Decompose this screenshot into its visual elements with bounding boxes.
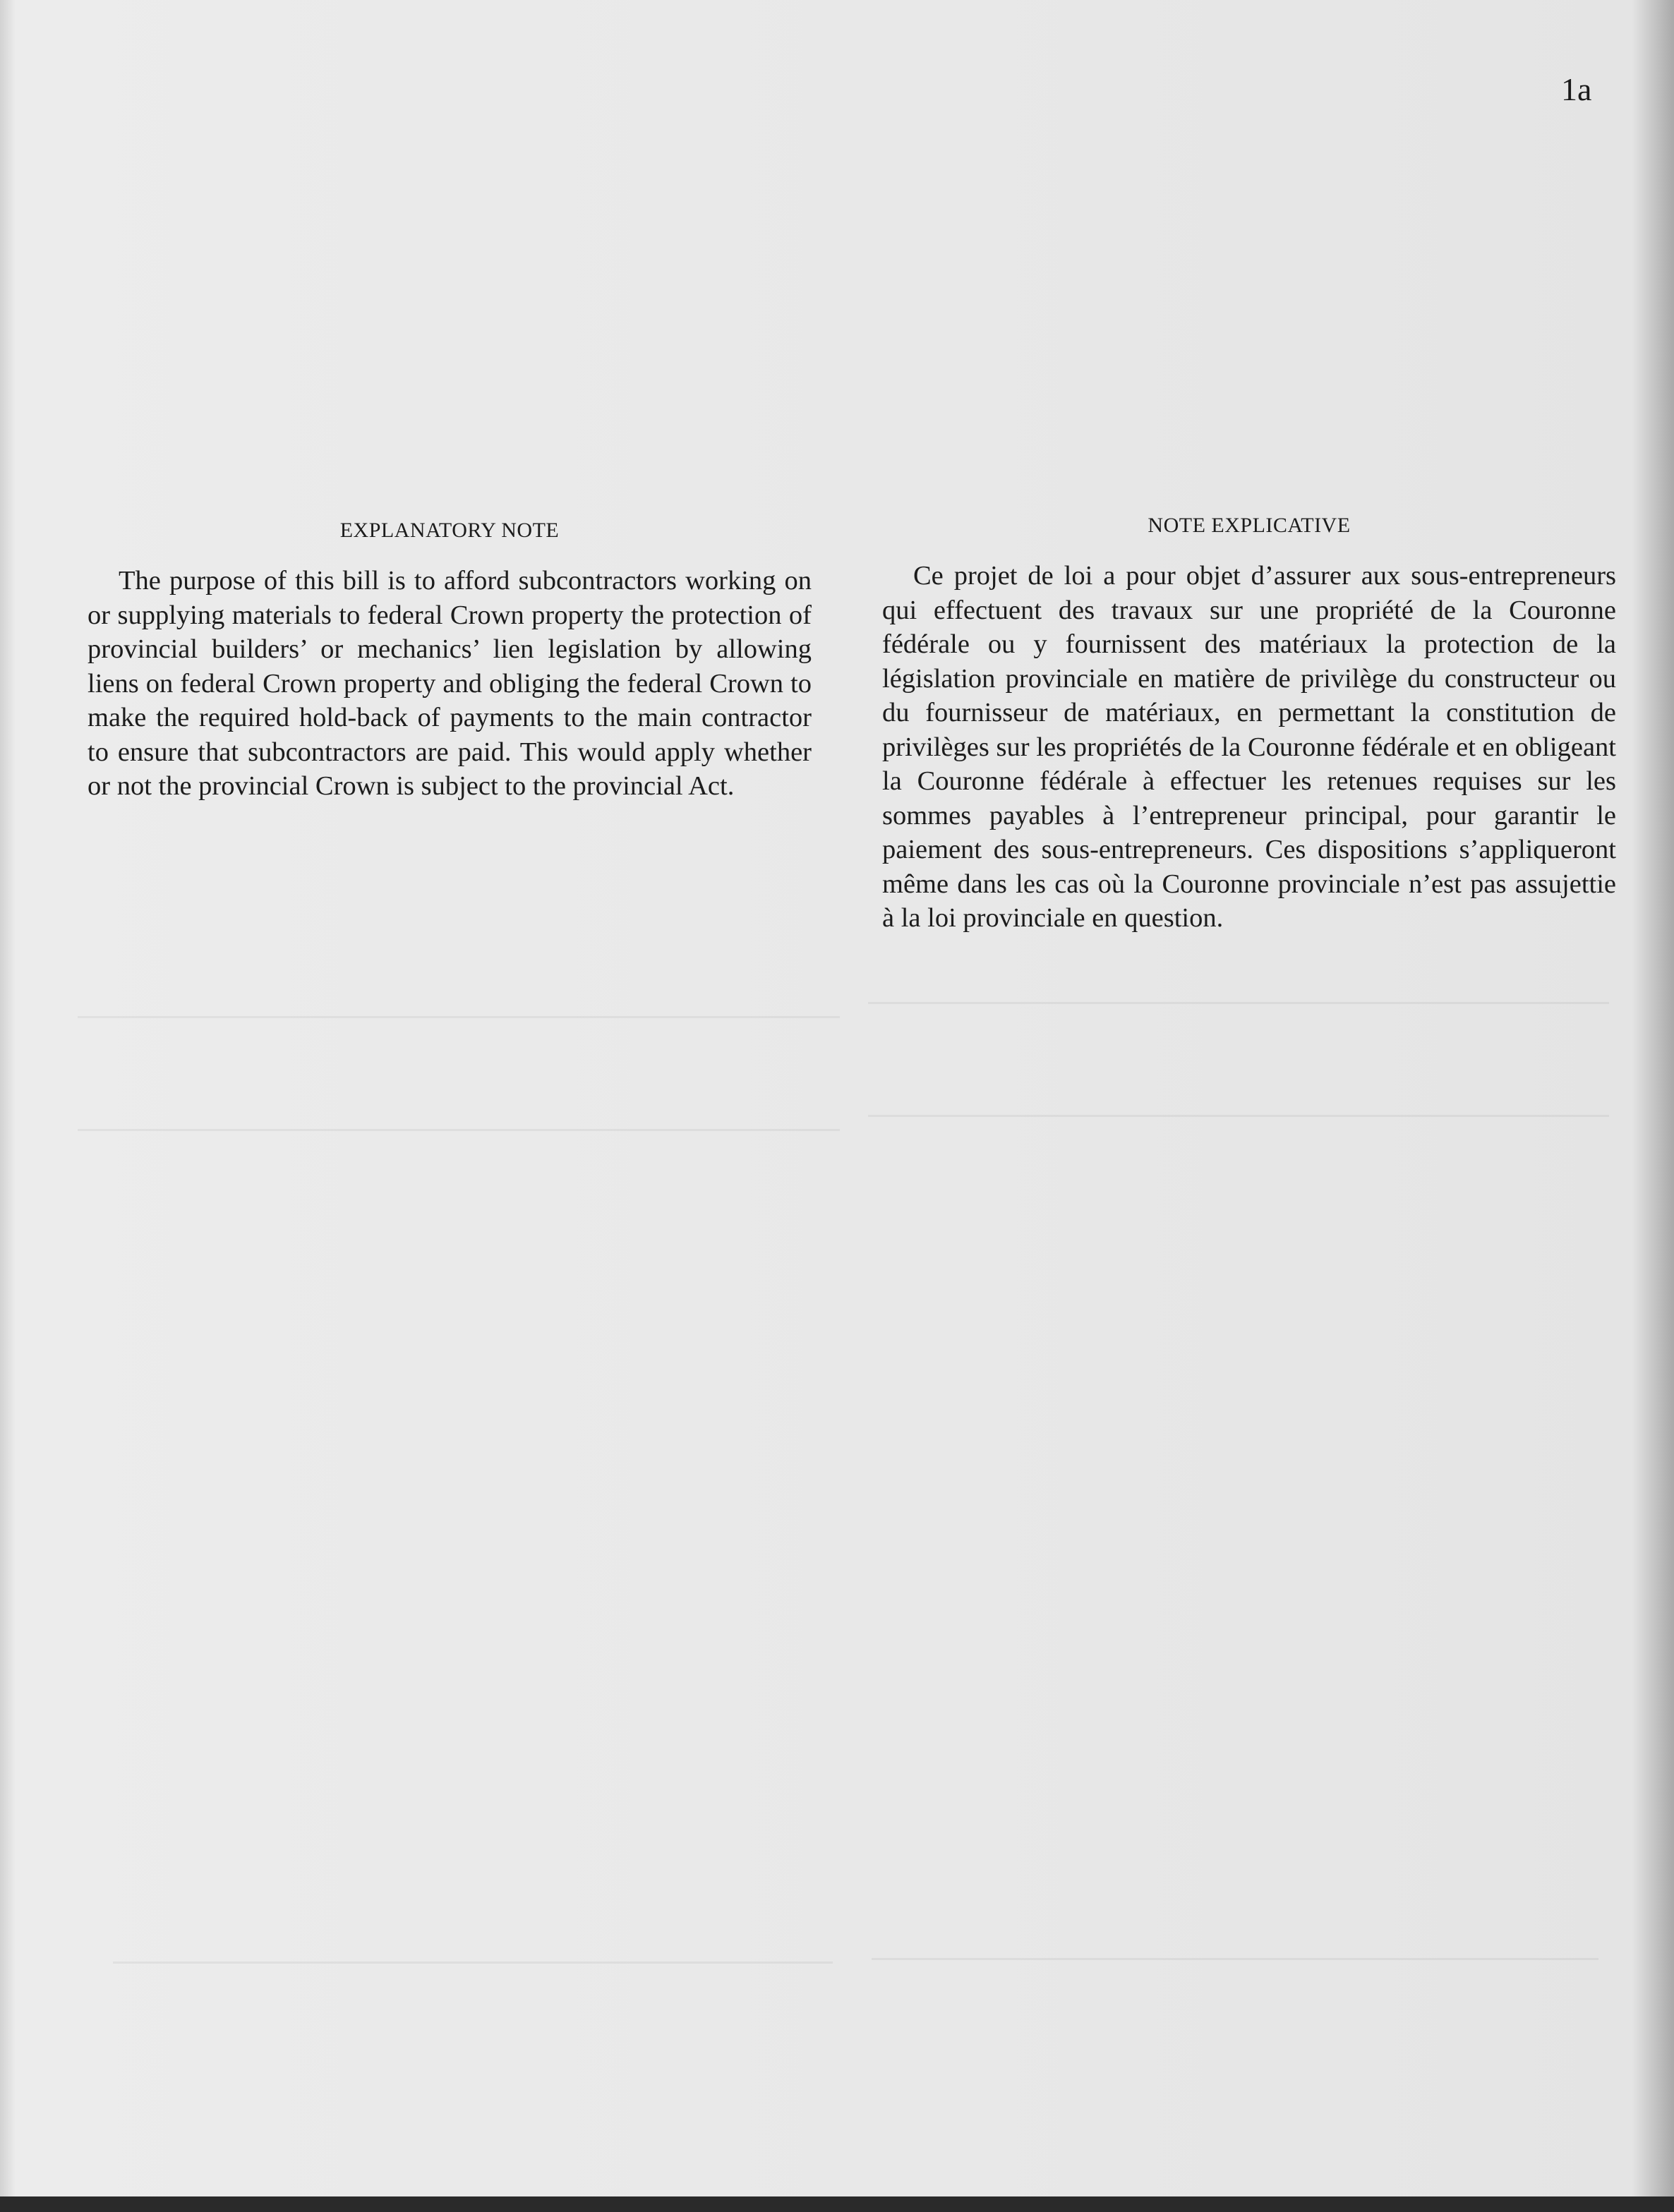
bleed-through-rule — [868, 1115, 1609, 1117]
french-column — [882, 514, 1616, 936]
english-body: The purpose of this bill is to afford subcontractors working on or supplying materials to federal Crown property the protection of provincial builders’ or mechanics’ lien legislation by allowing liens on federal Crown property and obliging the federal Crown to make the required hold-back of payments to the main contractor to ensure that subcontractors are paid. This would apply whether or not the provincial Crown is subject to the provincial Act. — [88, 566, 812, 801]
french-body: Ce projet de loi a pour objet d’assurer aux sous-entrepreneurs qui effectuent des travaux sur une propriété de la Couronne fédérale ou y fournissent des matériaux la protection de la législation provinciale en matière de privilège du constructeur ou du fournisseur de matériaux, en permettant la constitution de privilèges sur les propriétés de la Couronne fédérale et en obligeant la Couronne fédérale à effectuer les retenues requises sur les sommes payables à l’entrepreneur principal, pour garantir le paiement des sous-entrepreneurs. Ces dispositions s’appliqueront même dans les cas où la Couronne provinciale n’est pas assujettie à la loi provinciale en question. — [882, 561, 1616, 933]
english-column — [88, 519, 812, 804]
bleed-through-rule — [872, 1958, 1598, 1960]
bleed-through-rule — [868, 1002, 1609, 1004]
scan-edge-bottom — [0, 2196, 1674, 2212]
bleed-through-rule — [78, 1016, 840, 1018]
bleed-through-rule — [113, 1962, 833, 1964]
scan-edge-right — [1632, 0, 1674, 2212]
english-heading: EXPLANATORY NOTE — [339, 519, 560, 542]
bleed-through-rule — [78, 1129, 840, 1131]
french-heading: NOTE EXPLICATIVE — [1148, 514, 1351, 537]
page-number: 1a — [1561, 71, 1592, 107]
scan-edge-left — [0, 0, 16, 2212]
